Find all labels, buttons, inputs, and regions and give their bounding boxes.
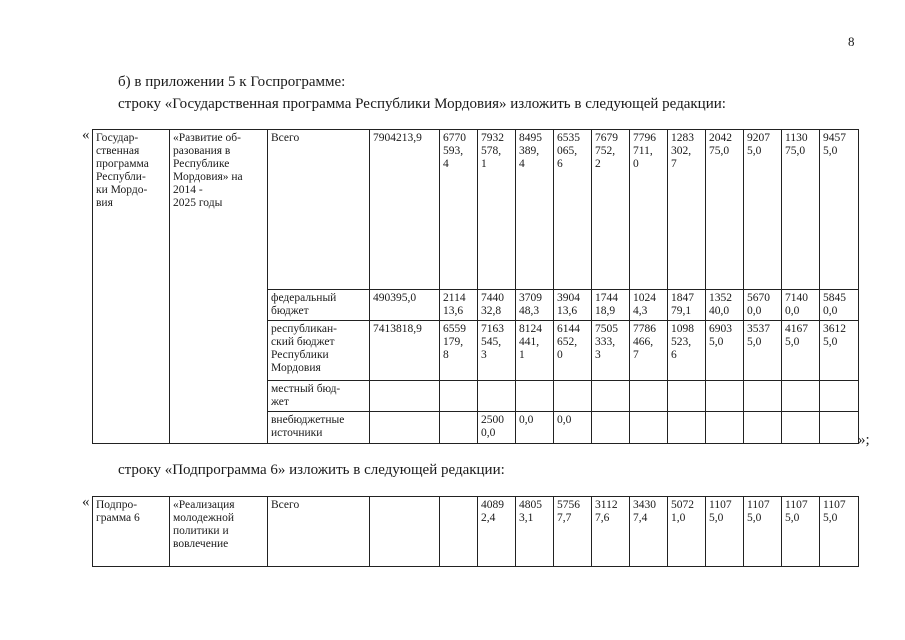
year-value-cell: 5072 1,0 [668,497,706,567]
year-value-cell: 4089 2,4 [478,497,516,567]
program-table [92,129,859,444]
year-value-cell: 3430 7,4 [630,497,668,567]
year-value-cell: 7505 333, 3 [592,321,630,381]
year-value-cell: 6903 5,0 [706,321,744,381]
quote-open-1: « [82,127,90,143]
table-row [93,130,859,290]
year-value-cell: 9457 5,0 [820,130,859,290]
year-value-cell: 2500 0,0 [478,412,516,444]
year-value-cell: 1024 4,3 [630,290,668,321]
year-value-cell [516,381,554,412]
paragraph-program-row: строку «Государственная программа Республики Мордовия» изложить в следующей редакции: [118,96,726,112]
year-value-cell: 3537 5,0 [744,321,782,381]
year-value-cell: 0,0 [554,412,592,444]
year-value-cell: 6559 179, 8 [440,321,478,381]
program-name-cell: Подпро- грамма 6 [93,497,170,567]
year-value-cell: 2114 13,6 [440,290,478,321]
year-value-cell: 6144 652, 0 [554,321,592,381]
year-value-cell: 3112 7,6 [592,497,630,567]
year-value-cell [668,412,706,444]
year-value-cell: 0,0 [516,412,554,444]
year-value-cell: 1352 40,0 [706,290,744,321]
year-value-cell [820,412,859,444]
year-value-cell: 4167 5,0 [782,321,820,381]
year-value-cell [782,381,820,412]
table-row [93,497,859,567]
total-cell [370,497,440,567]
funding-source-cell: внебюджетные источники [268,412,370,444]
year-value-cell: 5756 7,7 [554,497,592,567]
year-value-cell [592,412,630,444]
year-value-cell [440,497,478,567]
total-cell: 7413818,9 [370,321,440,381]
year-value-cell: 3904 13,6 [554,290,592,321]
year-value-cell [440,412,478,444]
year-value-cell: 1107 5,0 [782,497,820,567]
year-value-cell: 2042 75,0 [706,130,744,290]
year-value-cell: 4805 3,1 [516,497,554,567]
year-value-cell: 1107 5,0 [706,497,744,567]
year-value-cell: 5845 0,0 [820,290,859,321]
total-cell: 490395,0 [370,290,440,321]
year-value-cell: 3612 5,0 [820,321,859,381]
year-value-cell [744,381,782,412]
funding-source-cell: Всего [268,497,370,567]
funding-source-cell: республикан- ский бюджет Республики Мордовия [268,321,370,381]
year-value-cell: 1283 302, 7 [668,130,706,290]
program-name-cell: Государ- ственная программа Республи- ки Мордо- вия [93,130,170,444]
year-value-cell [820,381,859,412]
year-value-cell [668,381,706,412]
total-cell: 7904213,9 [370,130,440,290]
year-value-cell [744,412,782,444]
paragraph-subprogram-row: строку «Подпрограмма 6» изложить в следующей редакции: [118,462,505,478]
year-value-cell [554,381,592,412]
year-value-cell: 5670 0,0 [744,290,782,321]
program-title-cell: «Развитие об- разования в Республике Мордовия» на 2014 - 2025 годы [170,130,268,444]
year-value-cell: 7786 466, 7 [630,321,668,381]
quote-open-2: « [82,494,90,510]
year-value-cell [440,381,478,412]
year-value-cell: 1098 523, 6 [668,321,706,381]
total-cell [370,381,440,412]
year-value-cell: 8495 389, 4 [516,130,554,290]
year-value-cell: 1130 75,0 [782,130,820,290]
subprogram-table [92,496,859,567]
funding-source-cell: местный бюд- жет [268,381,370,412]
quote-close: »; [858,432,870,448]
year-value-cell [782,412,820,444]
year-value-cell: 9207 5,0 [744,130,782,290]
year-value-cell: 7140 0,0 [782,290,820,321]
total-cell [370,412,440,444]
year-value-cell [478,381,516,412]
year-value-cell: 1107 5,0 [820,497,859,567]
page-number: 8 [848,34,855,49]
year-value-cell [706,412,744,444]
year-value-cell: 3709 48,3 [516,290,554,321]
year-value-cell: 1107 5,0 [744,497,782,567]
year-value-cell [630,381,668,412]
year-value-cell: 8124 441, 1 [516,321,554,381]
funding-source-cell: федеральный бюджет [268,290,370,321]
year-value-cell: 1744 18,9 [592,290,630,321]
year-value-cell [630,412,668,444]
year-value-cell: 7932 578, 1 [478,130,516,290]
year-value-cell: 6770 593, 4 [440,130,478,290]
program-title-cell: «Реализация молодежной политики и вовлечение [170,497,268,567]
funding-source-cell: Всего [268,130,370,290]
year-value-cell: 7796 711, 0 [630,130,668,290]
year-value-cell: 6535 065, 6 [554,130,592,290]
year-value-cell [592,381,630,412]
year-value-cell: 7679 752, 2 [592,130,630,290]
year-value-cell: 7163 545, 3 [478,321,516,381]
year-value-cell: 7440 32,8 [478,290,516,321]
year-value-cell [706,381,744,412]
year-value-cell: 1847 79,1 [668,290,706,321]
paragraph-appendix: б) в приложении 5 к Госпрограмме: [118,74,346,90]
